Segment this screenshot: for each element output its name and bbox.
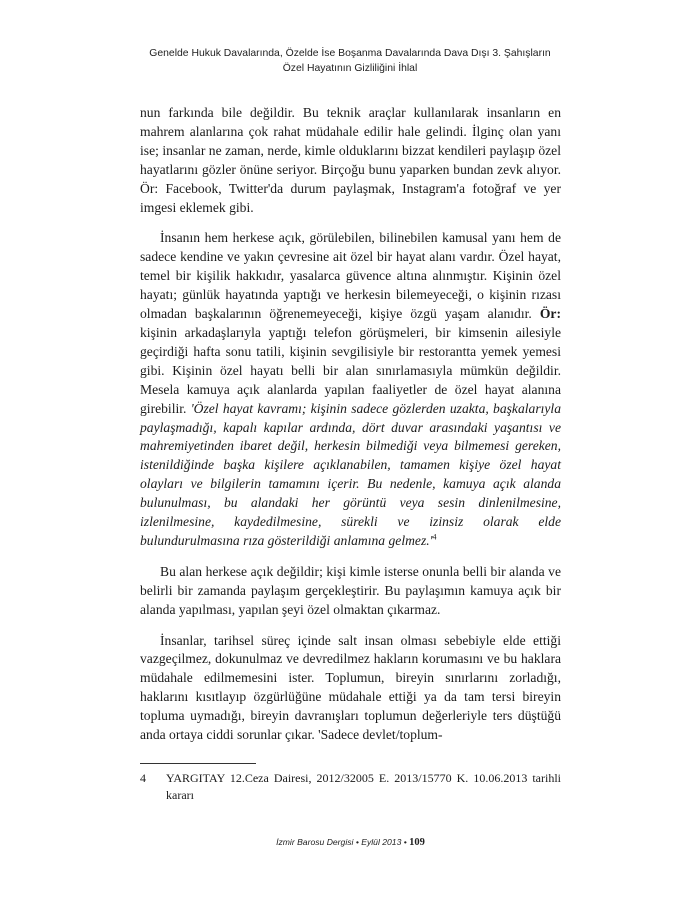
header-line-2: Özel Hayatının Gizliliğini İhlal	[282, 63, 418, 74]
page-number: 109	[409, 837, 425, 848]
paragraph-2	[140, 229, 561, 550]
footnote-number: 4	[140, 771, 146, 785]
paragraph-2-part-b: kişinin arkadaşlarıyla yaptığı telefon görüşmeleri, bir kimsenin ailesiyle geçirdiği hafta sonu tatili, kişinin sevgilisiyle bir restorantta yemek yemesi gibi. Kişinin özel hayatı belli bir alan sınırlamasıyla mümkün değildir. Mesela kamuya açık alanlarda yapılan faaliyetler de özel hayat alanına girebilir.	[140, 324, 561, 416]
paragraph-2-part-a: İnsanın hem herkese açık, görülebilen, bilinebilen kamusal yanı hem de sadece kendine ve yakın çevresine ait özel bir hayat alanı vardır. Özel hayat, temel bir kişilik hakkıdır, yasalarca güvence altına alınmıştır. Kişinin özel hayatı; günlük hayatında yaptığı ve herkesin bilemeyeceği, o kişinin rızası olmadan başkalarının öğrenemeyeceği, kişiye özgü yaşam alanıdır.	[140, 230, 561, 322]
journal-name: İzmir Barosu Dergisi • Eylül 2013 •	[276, 837, 407, 847]
paragraph-4: İnsanlar, tarihsel süreç içinde salt insan olması sebebiyle elde ettiği vazgeçilmez, dokunulmaz ve devredilmez hakların korumasını ve bu haklara müdahale edilmemesini ister. Toplumun, bireyin sınırlarını zorladığı, haklarını kısıtlayıp özgürlüğüne müdahale ettiği ya da tam tersi bireyin topluma uymadığı, bireyin davranışları toplumun değerleriyle ters düştüğü anda ortaya ciddi sorunlar çıkar. 'Sadece devlet/toplum-	[140, 632, 561, 743]
footnote-divider	[140, 763, 256, 764]
running-header	[120, 46, 580, 76]
example-marker: Ör:	[539, 306, 561, 322]
paragraph-3: Bu alan herkese açık değildir; kişi kimle isterse onunla belli bir alanda ve belirli bir zamanda paylaşım gerçekleştirir. Bu paylaşımın kamuya açık bir alanda yapılması, yapılan şeyi özel olmaktan çıkarmaz.	[140, 563, 561, 617]
page-footer	[140, 837, 561, 848]
footnote-text: YARGITAY 12.Ceza Dairesi, 2012/32005 E. 2013/15770 K. 10.06.2013 tarihli kararı	[166, 771, 561, 802]
paragraph-1: nun farkında bile değildir. Bu teknik araçlar kullanılarak insanların en mahrem alanlarına çok rahat müdahale edilir hale gelindi. İlginç olan yanı ise; insanlar ne zaman, nerde, kimle olduklarını bizzat kendileri paylaşıp özel hayatlarını gözler önüne seriyor. Birçoğu bunu yaparken bundan zevk alıyor. Ör: Facebook, Twitter'da durum paylaşmak, Instagram'a fotoğraf ve yer imgesi eklemek gibi.	[140, 105, 561, 215]
footnote-reference[interactable]: 4	[432, 532, 437, 542]
court-quote: 'Özel hayat kavramı; kişinin sadece gözlerden uzakta, başkalarıyla paylaşmadığı, kapalı kapılar ardında, dört duvar arasındaki yaşantısı ve mahremiyetinden ibaret değil, herkesin bilmediği veya bilmemesi gereken, istenildiğinde başka kişilere açıklanabilen, tamamen kişiye özel hayat olayları ve bilgilerin tamamını içerir. Bu nedenle, kamuya açık alanda bulunulması, bu alandaki her görüntü veya sesin dinlenilmesine, izlenilmesine, kaydedilmesine, sürekli ve izinsiz olarak elde bulundurulmasına rıza gösterildiği anlamına gelmez.'	[140, 400, 562, 548]
header-line-1: Genelde Hukuk Davalarında, Özelde İse Boşanma Davalarında Dava Dışı 3. Şahışların	[149, 48, 551, 59]
body-text	[140, 104, 561, 757]
footnote	[140, 770, 561, 804]
